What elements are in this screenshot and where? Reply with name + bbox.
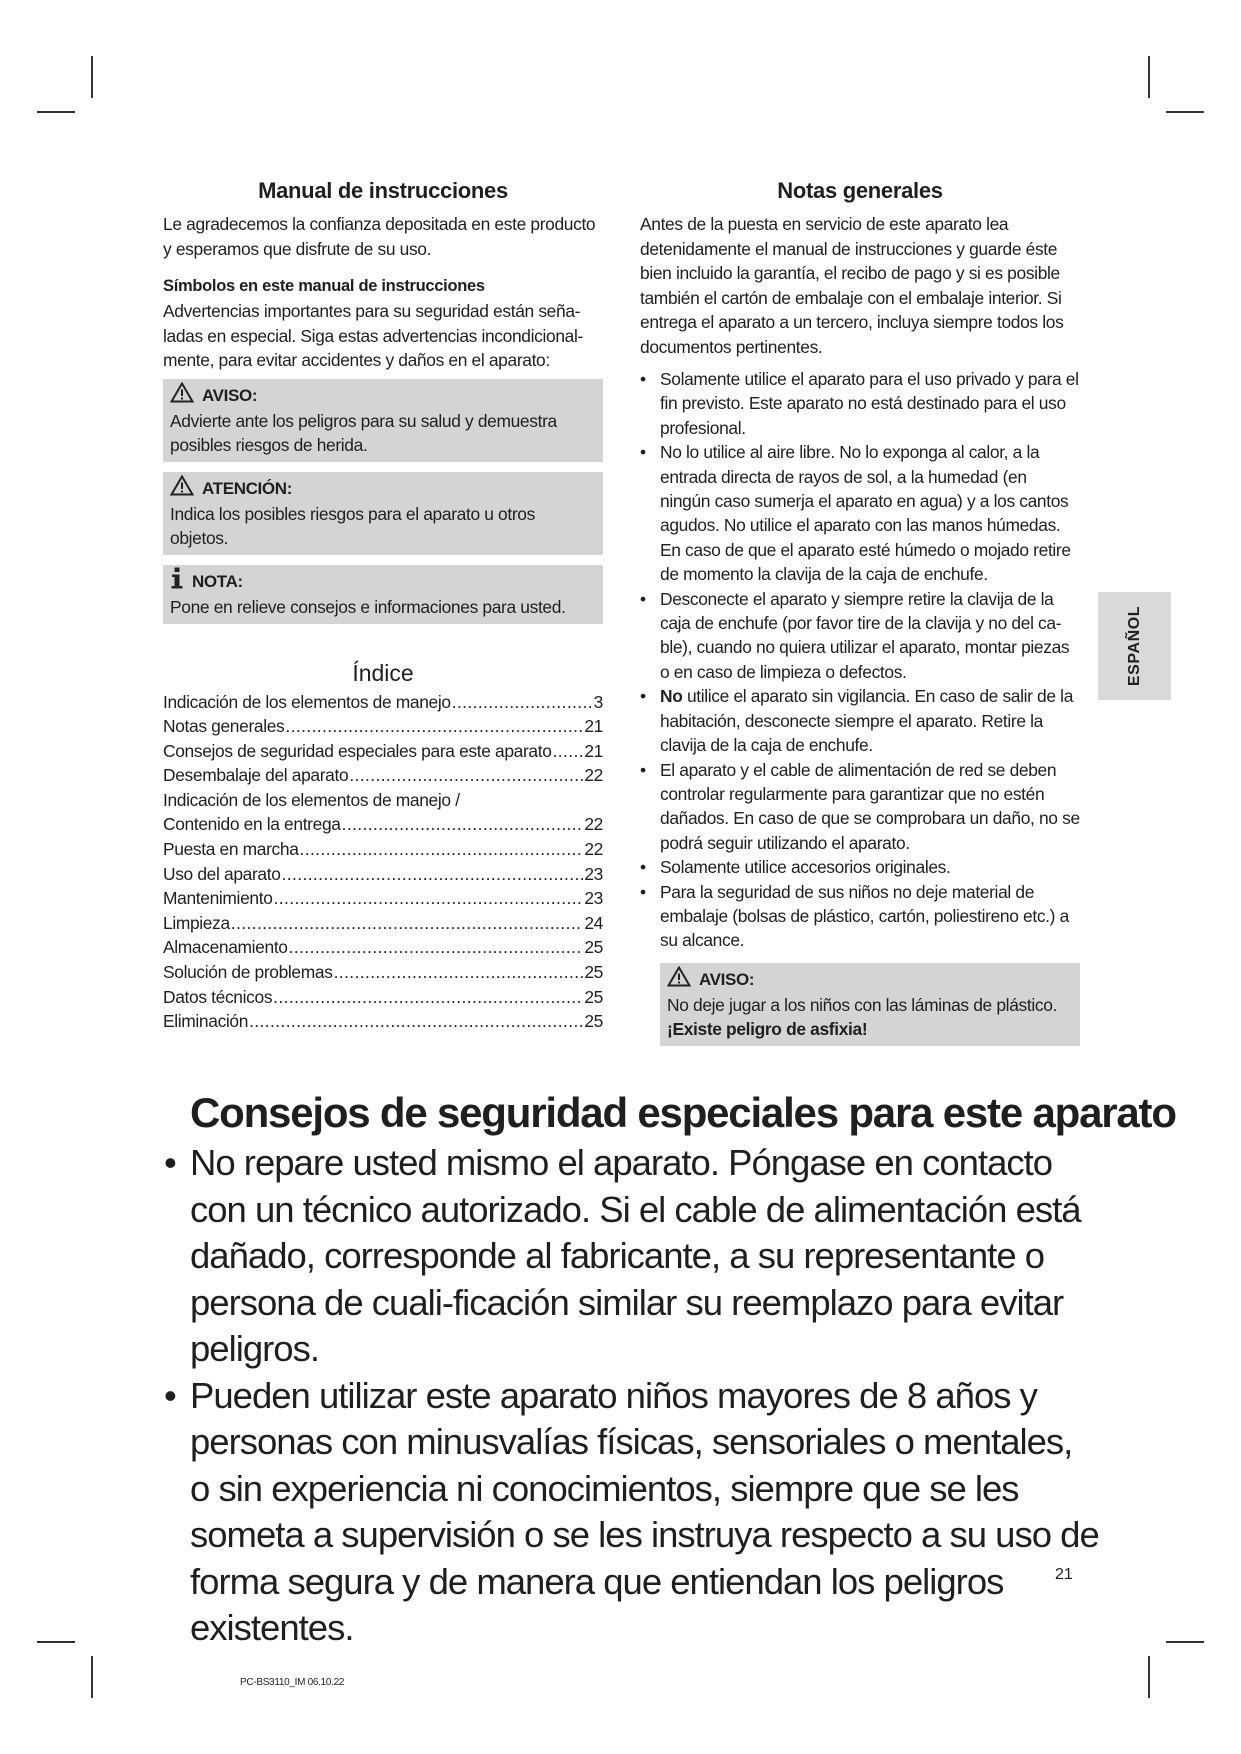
toc-entry: Eliminación ..... 25: [163, 1011, 603, 1036]
toc-entry: Puesta en marcha ..... 22: [163, 839, 603, 864]
suffocation-warning-bold: ¡Existe peligro de asfixia!: [667, 1018, 868, 1039]
toc-entry: Contenido en la entrega ..... 22: [163, 814, 603, 839]
toc-entry: Notas generales ..... 21: [163, 716, 603, 741]
toc-entry: Consejos de seguridad especiales para este aparato ..... 21: [163, 741, 603, 766]
crop-mark: [91, 56, 93, 98]
warning-box-title: AVISO:: [202, 385, 258, 405]
crop-mark: [1166, 1641, 1204, 1643]
crop-mark: [91, 1656, 93, 1698]
manual-title: Manual de instrucciones: [258, 178, 508, 203]
safety-list: [160, 1140, 1100, 1652]
list-item: • No utilice el aparato sin vigilancia. En caso de salir de la habitación, desconecte siempre el aparato. Retire la clavija de la caja de enchufe.: [640, 684, 1080, 757]
index-title: Índice: [352, 659, 414, 686]
crop-mark: [37, 1641, 75, 1643]
list-item: • El aparato y el cable de alimentación de red se deben controlar regularmente para garantizar que no estén dañados. En caso de que se comprobara un daño, no se podrá seguir utilizando el aparato.: [640, 758, 1080, 856]
toc-entry: Solución de problemas ..... 25: [163, 962, 603, 987]
warning-triangle-icon: [667, 966, 691, 994]
warning-box-text: Advierte ante los peligros para su salud y demuestra posibles riesgos de herida.: [170, 410, 557, 455]
crop-mark: [1148, 1656, 1150, 1698]
crop-mark: [37, 111, 75, 113]
list-item: • No lo utilice al aire libre. No lo exponga al calor, a la entrada directa de rayos de sol, a la humedad (en ningún caso sumerja el aparato en agua) y a los cantos agudos. No utilice el aparato con las manos húmedas. En caso de que el aparato esté húmedo o mojado retire de momento la clavija de la caja de enchufe.: [640, 440, 1080, 586]
list-item: • Para la seguridad de sus niños no deje material de embalaje (bolsas de plástico, cartón, poliestireno etc.) a su alcance.: [640, 880, 1080, 953]
toc-entry: Desembalaje del aparato ..... 22: [163, 765, 603, 790]
warning-triangle-icon: [170, 382, 194, 410]
general-notes-intro: Antes de la puesta en servicio de este aparato lea detenidamente el manual de instrucciones y guarde éste bien incluido la garantía, el recibo de pago y si es posible también el cartón de embalaje con el embalaje interior. Si entrega el aparato a un tercero, incluya siempre todos los documentos pertinentes.: [640, 214, 1064, 357]
note-box-text: Pone en relieve consejos e informaciones para usted.: [170, 596, 566, 617]
attention-box: [163, 472, 603, 555]
right-column: [640, 178, 1080, 1046]
general-notes-list: [640, 367, 1080, 953]
list-item: • Pueden utilizar este aparato niños mayores de 8 años y personas con minusvalías físicas, sensoriales o mentales, o sin experiencia ni conocimientos, siempre que se les someta a supervisión o se les instruya respecto a su uso de forma segura y de manera que entiendan los peligros existentes.: [160, 1373, 1100, 1652]
toc-entry: Datos técnicos ..... 25: [163, 987, 603, 1012]
note-box-title: NOTA:: [192, 571, 243, 591]
language-tab-label: ESPAÑOL: [1125, 605, 1143, 687]
symbols-heading: Símbolos en este manual de instrucciones: [163, 277, 485, 295]
list-item: • Desconecte el aparato y siempre retire la clavija de la caja de enchufe (por favor tire de la clavija y no del ca-ble), cuando no quiera utilizar el aparato, montar piezas o en caso de limpieza o defectos.: [640, 587, 1080, 685]
safety-section: [160, 1086, 1176, 1652]
toc-entry: Indicación de los elementos de manejo ..... 3: [163, 692, 603, 717]
general-notes-title: Notas generales: [777, 178, 943, 203]
list-item: • Solamente utilice accesorios originales.: [640, 855, 1080, 879]
attention-box-text: Indica los posibles riesgos para el aparato u otros objetos.: [170, 503, 535, 548]
info-icon: [170, 567, 184, 596]
attention-box-title: ATENCIÓN:: [202, 478, 293, 498]
manual-intro: Le agradecemos la confianza depositada en este producto y esperamos que disfrute de su uso.: [163, 214, 596, 259]
suffocation-warning-text: No deje jugar a los niños con las láminas de plástico.: [667, 994, 1058, 1015]
language-tab: [1098, 592, 1171, 700]
toc-entry: Indicación de los elementos de manejo /: [163, 789, 460, 810]
left-column: [163, 178, 603, 1036]
footer-code: PC-BS3110_IM 06.10.22: [240, 1677, 345, 1688]
symbols-text: Advertencias importantes para su seguridad están seña-ladas en especial. Siga estas advertencias incondicional-mente, para evitar accidentes y daños en el aparato:: [163, 301, 583, 370]
safety-title: Consejos de seguridad especiales para este aparato: [190, 1089, 1176, 1136]
page-number: 21: [1055, 1566, 1073, 1583]
suffocation-warning-box: [660, 963, 1080, 1046]
list-item: • Solamente utilice el aparato para el uso privado y para el fin previsto. Este aparato no está destinado para el uso profesional.: [640, 367, 1080, 440]
crop-mark: [1148, 56, 1150, 98]
suffocation-warning-title: AVISO:: [699, 969, 755, 989]
toc-entry: Mantenimiento ..... 23: [163, 888, 603, 913]
attention-triangle-icon: [170, 475, 194, 503]
list-item: • No repare usted mismo el aparato. Póngase en contacto con un técnico autorizado. Si el cable de alimentación está dañado, corresponde al fabricante, a su representante o persona de cuali-ficación similar su reemplazo para evitar peligros.: [160, 1140, 1100, 1373]
toc-entry: Almacenamiento ..... 25: [163, 937, 603, 962]
crop-mark: [1166, 111, 1204, 113]
note-box: [163, 565, 603, 624]
toc-entry: Limpieza ..... 24: [163, 913, 603, 938]
warning-box: [163, 379, 603, 462]
toc-entry: Uso del aparato ..... 23: [163, 864, 603, 889]
table-of-contents: [163, 692, 603, 1036]
